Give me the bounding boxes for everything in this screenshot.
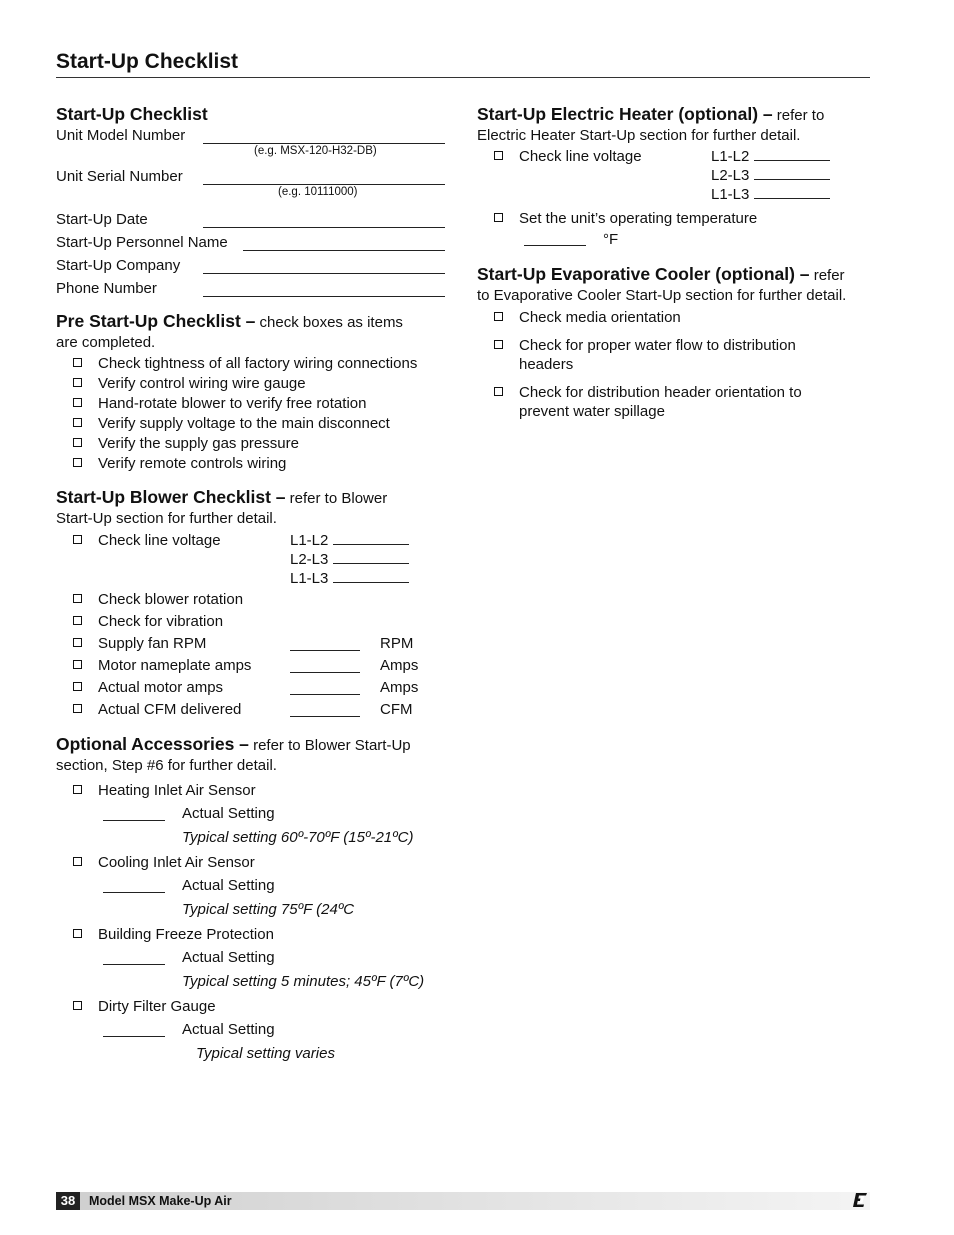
checkbox[interactable]: [73, 704, 82, 713]
blower-item[interactable]: Motor nameplate amps Amps: [56, 656, 451, 678]
pre-startup-list: [56, 354, 451, 473]
brand-logo-icon: [852, 1192, 868, 1208]
blower-line-voltage[interactable]: Check line voltage L1-L2 L2-L3 L1-L3: [56, 531, 451, 588]
accessory-item[interactable]: Heating Inlet Air Sensor: [56, 781, 451, 800]
checkbox[interactable]: [73, 358, 82, 367]
value-line[interactable]: [290, 650, 360, 651]
evap-item[interactable]: Check for proper water flow to distribution headers: [477, 336, 849, 374]
blower-list: [56, 590, 451, 722]
blower-item[interactable]: Check blower rotation: [56, 590, 451, 612]
evap-heading: Start-Up Evaporative Cooler (optional) – refer: [477, 264, 845, 284]
checkbox[interactable]: [494, 387, 503, 396]
accessory-item[interactable]: Cooling Inlet Air Sensor: [56, 853, 451, 872]
setting-line[interactable]: [103, 1036, 165, 1037]
evap-item[interactable]: Check for distribution header orientation to prevent water spillage: [477, 383, 849, 421]
typical-setting: Typical setting 75ºF (24ºC: [182, 901, 355, 918]
blower-heading: Start-Up Blower Checklist – refer to Blower: [56, 487, 388, 507]
heater-subtext: Electric Heater Start-Up section for further detail.: [477, 127, 801, 144]
evap-item[interactable]: Check media orientation: [477, 308, 849, 327]
pre-startup-item[interactable]: Verify supply voltage to the main disconnect: [56, 414, 451, 433]
phase-row[interactable]: L1-L2: [290, 531, 409, 550]
evap-subtext: to Evaporative Cooler Start-Up section for further detail.: [477, 287, 847, 304]
setting-line[interactable]: [103, 964, 165, 965]
title-divider: [56, 77, 870, 78]
phase-row[interactable]: L1-L3: [290, 569, 409, 588]
checkbox[interactable]: [73, 458, 82, 467]
value-line[interactable]: [290, 716, 360, 717]
accessory-block: [56, 997, 451, 1064]
accessory-block: [56, 925, 451, 992]
unit-serial-label: Unit Serial Number: [56, 168, 183, 185]
pre-startup-heading: Pre Start-Up Checklist – check boxes as items: [56, 311, 403, 331]
temp-unit: °F: [603, 231, 619, 248]
heater-heading: Start-Up Electric Heater (optional) – refer to: [477, 104, 825, 124]
checkbox[interactable]: [73, 594, 82, 603]
personnel-line[interactable]: [243, 250, 445, 251]
value-line[interactable]: [290, 694, 360, 695]
accessories-subtext: section, Step #6 for further detail.: [56, 757, 277, 774]
heater-temp-item[interactable]: Set the unit’s operating temperature: [477, 209, 877, 228]
unit-serial-hint: (e.g. 10111000): [278, 186, 358, 198]
actual-setting-row[interactable]: Actual Setting: [56, 800, 451, 824]
checkbox[interactable]: [494, 312, 503, 321]
checkbox[interactable]: [73, 438, 82, 447]
unit-label: RPM: [380, 635, 414, 652]
date-field[interactable]: [56, 209, 451, 232]
pre-startup-item[interactable]: Check tightness of all factory wiring connections: [56, 354, 451, 373]
actual-setting-row[interactable]: Actual Setting: [56, 872, 451, 896]
checkbox[interactable]: [73, 378, 82, 387]
setting-line[interactable]: [103, 892, 165, 893]
unit-serial-line[interactable]: [203, 184, 445, 185]
accessory-block: [56, 781, 451, 848]
checkbox[interactable]: [73, 1001, 82, 1010]
phase-row[interactable]: L2-L3: [711, 166, 830, 185]
company-label: Start-Up Company: [56, 257, 181, 274]
checkbox[interactable]: [494, 340, 503, 349]
heater-temp-row[interactable]: [477, 228, 877, 254]
unit-serial-field[interactable]: [56, 166, 451, 189]
unit-label: Amps: [380, 657, 419, 674]
unit-model-label: Unit Model Number: [56, 127, 186, 144]
blower-item[interactable]: Actual CFM delivered CFM: [56, 700, 451, 722]
startup-heading: Start-Up Checklist: [56, 104, 208, 124]
unit-label: CFM: [380, 701, 413, 718]
evap-list: [477, 308, 877, 421]
pre-startup-item[interactable]: Verify control wiring wire gauge: [56, 374, 451, 393]
actual-setting-row[interactable]: Actual Setting: [56, 944, 451, 968]
typical-setting: Typical setting 5 minutes; 45ºF (7ºC): [182, 973, 425, 990]
right-column: [477, 104, 877, 421]
phone-line[interactable]: [203, 296, 445, 297]
left-column: [56, 104, 451, 1064]
checkbox[interactable]: [73, 616, 82, 625]
phone-field[interactable]: [56, 278, 451, 301]
blower-item[interactable]: Actual motor amps Amps: [56, 678, 451, 700]
phase-row[interactable]: L1-L2: [711, 147, 830, 166]
date-line[interactable]: [203, 227, 445, 228]
checkbox[interactable]: [73, 398, 82, 407]
blower-subtext: Start-Up section for further detail.: [56, 510, 277, 527]
personnel-label: Start-Up Personnel Name: [56, 234, 228, 251]
value-line[interactable]: [290, 672, 360, 673]
unit-label: Amps: [380, 679, 419, 696]
checkbox[interactable]: [494, 213, 503, 222]
phase-row[interactable]: L2-L3: [290, 550, 409, 569]
date-label: Start-Up Date: [56, 211, 148, 228]
checkbox[interactable]: [73, 785, 82, 794]
accessory-item[interactable]: Building Freeze Protection: [56, 925, 451, 944]
setting-line[interactable]: [103, 820, 165, 821]
checkbox[interactable]: [494, 151, 503, 160]
checkbox[interactable]: [73, 638, 82, 647]
blower-item[interactable]: Check for vibration: [56, 612, 451, 634]
checkbox[interactable]: [73, 418, 82, 427]
pre-startup-item[interactable]: Verify the supply gas pressure: [56, 434, 451, 453]
heater-line-voltage[interactable]: Check line voltage L1-L2 L2-L3 L1-L3: [477, 147, 877, 204]
pre-startup-item[interactable]: Verify remote controls wiring: [56, 454, 451, 473]
checkbox[interactable]: [73, 660, 82, 669]
blower-item[interactable]: Supply fan RPM RPM: [56, 634, 451, 656]
page-number: 38: [56, 1192, 80, 1210]
page-title: Start-Up Checklist: [56, 50, 239, 73]
company-line[interactable]: [203, 273, 445, 274]
typical-setting: Typical setting varies: [196, 1045, 335, 1062]
footer-model: Model MSX Make-Up Air: [89, 1194, 232, 1208]
checkbox[interactable]: [73, 857, 82, 866]
accessory-block: [56, 853, 451, 920]
accessory-item[interactable]: Dirty Filter Gauge: [56, 997, 451, 1016]
checkbox[interactable]: [73, 929, 82, 938]
pre-startup-subtext: are completed.: [56, 334, 156, 351]
temp-line[interactable]: [524, 245, 586, 246]
personnel-field[interactable]: [56, 232, 451, 255]
checkbox[interactable]: [73, 535, 82, 544]
unit-model-line[interactable]: [203, 143, 445, 144]
actual-setting-row[interactable]: Actual Setting: [56, 1016, 451, 1040]
company-field[interactable]: [56, 255, 451, 278]
pre-startup-item[interactable]: Hand-rotate blower to verify free rotation: [56, 394, 451, 413]
typical-setting: Typical setting 60º-70ºF (15º-21ºC): [182, 829, 414, 846]
checkbox[interactable]: [73, 682, 82, 691]
phone-label: Phone Number: [56, 280, 157, 297]
accessories-heading: Optional Accessories – refer to Blower Start-Up: [56, 734, 411, 754]
unit-model-hint: (e.g. MSX-120-H32-DB): [254, 145, 377, 157]
phase-row[interactable]: L1-L3: [711, 185, 830, 204]
